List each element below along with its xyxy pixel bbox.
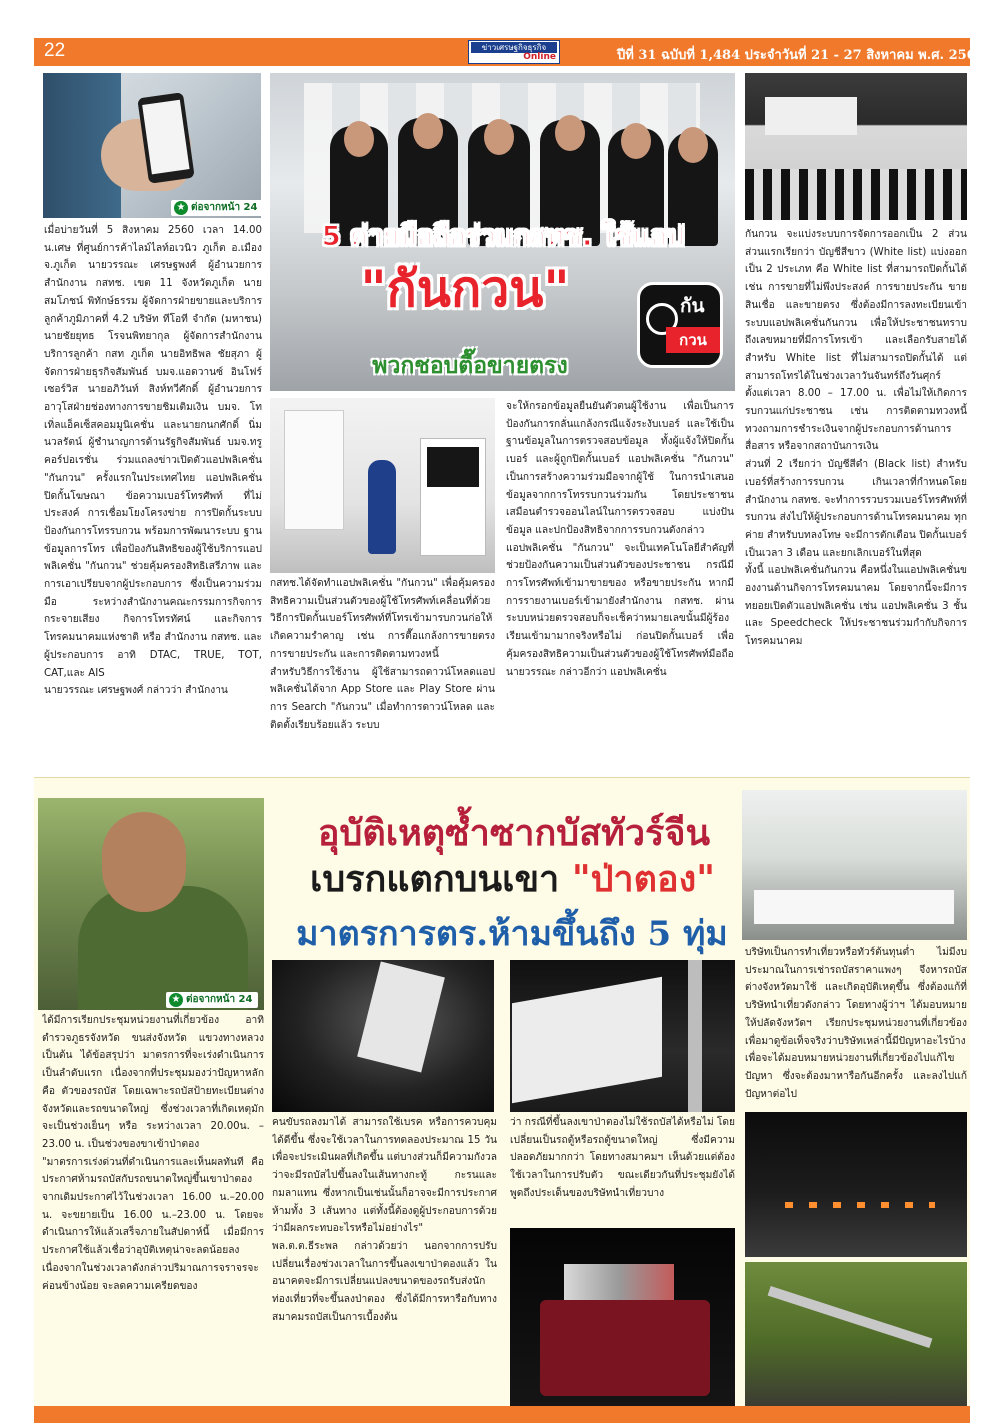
headline-story2-line2 (285, 850, 740, 907)
continued-from-page-badge (166, 992, 258, 1008)
page-number: 22 (44, 40, 66, 61)
photo-damaged-guardrail (745, 1262, 967, 1406)
headline-story2-place: "ป่าตอง" (571, 858, 715, 900)
story2-column-2: คนขับรถลงมาได้ สามารถใช้เบรค หรือการควบคุมได้ดีขึ้น ซึ่งจะใช้เวลาในการทดลองประมาณ 15 วัน เพื่อจะประเมินผลที่เกิดขึ้น แต่บางส่วนก็มีความกังวลว่าจะมีรถบัสไปขึ้นลงในเส้นทางกะทู้ กะรนและกมลาแทน ซึ่งหากเป็นเช่นนั้นก็อาจจะมีการประกาศห้ามทั้ง 3 เส้นทาง แต่ทั้งนี้ต้องดูผู้ประกอบการด้วยว่ามีผลกระทบอะไรหรือไม่อย่างไร" พล.ต.ต.ธีระพล กล่าวด้วยว่า นอกจากการปรับเปลี่ยนเรื่องช่วงเวลาในการขึ้นลงเขาป่าตองแล้ว ในอนาคตจะมีการเปลี่ยนแปลงขนาดของรถรับส่งนักท่องเที่ยวที่จะขึ้นลงป่าตอง ซึ่งได้มีการหารือกับทางสมาคมรถบัสเป็นการเบื้องต้น (272, 1117, 497, 1323)
continued-from-page-badge (171, 200, 263, 216)
headline-story2-line1: อุบัติเหตุซ้ำซากบัสทัวร์จีน (317, 812, 711, 854)
logo-online: Online (523, 52, 556, 62)
story2-column-3: ว่า กรณีที่ขึ้นลงเขาป่าตองไม่ใช้รถบัสได้หรือไม่ โดยเปลี่ยนเป็นรถตู้หรือรถตู้ขนาดใหญ่ ซึ่งมีความปลอดภัยมากกว่า โดยทางสมาคมฯ เห็นด้วยแต่ต้องใช้เวลาในการปรับตัว ขณะเดียวกันที่ประชุมยังได้พูดถึงประเด็นของบริษัทนำเที่ยวบาง (510, 1117, 735, 1199)
logo-title: ข่าวเศรษฐกิจธุรกิจ (471, 42, 557, 53)
photo-pickup-truck (510, 1228, 735, 1406)
headline-story1-line1: 5 ค่ายมือถือร่วมกสทช. ใช้แอป (321, 221, 685, 252)
story1-column-4: กันกวน จะแบ่งระบบการจัดการออกเป็น 2 ส่วน ส่วนแรกเรียกว่า บัญชีสีขาว (White list) แบ่งออกเป็น 2 ประเภท คือ White list ที่สามารถปิดกั้นได้ เช่น การขายที่ไม่พึงประสงค์ การขายประกัน ขายสินเชื่อ และขายตรง ซึ่งต้องมีการลงทะเบียนเข้าระบบแอปพลิเคชั่นกันกวน เพื่อให้ประชาชนทราบถึงเลขหมายที่มีการโทรเข้า และเลือกรับสายได้ สำหรับ White list ที่ไม่สามารถปิดกั้นได้ แต่สามารถโทรได้ในช่วงเวลาวันจันทร์ถึงวันศุกร์ ตั้งแต่เวลา 8.00 – 17.00 น. เพื่อไม่ให้เกิดการรบกวนแก่ประชาชน เช่น การติดตามทวงหนี้ ทวงถามการชำระเงินจากผู้ประกอบการด้านการสื่อสาร หรือจากสถาบันการเงิน ส่วนที่ 2 เรียกว่า บัญชีสีดำ (Black list) สำหรับเบอร์ที่สร้างการรบกวน เกินเวลาที่กำหนดโดยสำนักงาน กสทช. จะทำการรวบรวมเบอร์โทรศัพท์ที่รบกวน ส่งไปให้ผู้ประกอบการด้านโทรคมนาคม ทุกค่าย สำหรับบทลงโทษ จะมีการตักเตือน ปิดกั้นเบอร์เป็นเวลา 3 เดือน และยกเลิกเบอร์ในที่สุด ทั้งนี้ แอปพลิเคชั่นกันกวน คือหนึ่งในแอปพลิเคชั่นของงานด้านกิจการโทรคมนาคม โดยจากนี้จะมีการทยอยเปิดตัวแอปพลิเคชั่น เช่น แอปพลิเคชั่น 3 ชั้น และ Speedcheck ให้ประชาชนร่วมกำกับกิจการโทรคมนาคม (745, 229, 967, 648)
issue-info: ปีที่ 31 ฉบับที่ 1,484 ประจำวันที่ 21 - 27 สิงหาคม พ.ศ. 2560 (617, 48, 985, 63)
story1-column-1: เมื่อบ่ายวันที่ 5 สิงหาคม 2560 เวลา 14.00 น.เศษ ที่ศูนย์การค้าไลม์ไลท์อเวนิว ภูเก็ต อ.เมือง จ.ภูเก็ต นายวรรณะ เศรษฐพงศ์ ผู้อำนวยการสำนักงาน กสทช. เขต 11 จังหวัดภูเก็ต นายสมโภชน์ พิทักษ์ธรรม ผู้จัดการฝ่ายขายและบริการลูกค้าภูมิภาคที่ 4.2 บริษัท ทีโอที จำกัด (มหาชน) นายชัยยุทธ โรจนพิทยากุล ผู้จัดการสำนักงานบริการลูกค้า กสท ภูเก็ต นายอิทธิพล ชัยสุภา ผู้จัดการฝ่ายธุรกิจสัมพันธ์ บมจ.แอดวานซ์ อินโฟร์ เซอร์วิส นายอภิวันท์ สิงห์ทวีศักดิ์ ผู้อำนวยการอาวุโสฝ่ายช่องทางการขายชิมเติมเงิน บมจ. โทเทิ่ลแอ็คเซ็สคอมมูนิเคชั่น และนายกนกศักดิ์ นิ่มนวลรัตน์ ผู้ชำนาญการด้านรัฐกิจสัมพันธ์ บมจ.ทรู คอร์ปอเรชั่น ร่วมแถลงข่าวเปิดตัวแอปพลิเคชั่น "กันกวน" ครั้งแรกในประเทศไทย แอปพลิเคชั่น ปิดกั้นโฆษณา ข้อความเบอร์โทรศัพท์ ที่ไม่ประสงค์ การเชื่อมโยงโครงข่าย การปิดกั้นระบบป้องกันการโทรรบกวน พร้อมการพัฒนาระบบ ฐานข้อมูลการโทร เพื่อป้องกันสิทธิของผู้ใช้บริการแอปพลิเคชั่น "กันกวน" ช่วยคุ้มครองสิทธิเสรีภาพ และการเอาเปรียบจากผู้ประกอบการ ซึ่งเป็นความร่วมมือ ระหว่างสำนักงานคณะกรรมการกิจการกระจายเสียง กิจการโทรทัศน์ และกิจการโทรคมนาคมแห่งชาติ หรือ สำนักงาน กสทช. และผู้ประกอบการ อาทิ DTAC, TRUE, TOT, CAT,และ AIS นายวรรณะ เศรษฐพงศ์ กล่าวว่า สำนักงาน (44, 225, 262, 697)
story1-column-2: กสทช.ได้จัดทำแอปพลิเคชั่น "กันกวน" เพื่อคุ้มครองสิทธิความเป็นส่วนตัวของผู้ใช้โทรศัพท์เคลื่อนที่ด้วยวิธีการปิดกั้นเบอร์โทรศัพท์ที่โทรเข้ามารบกวนก่อให้เกิดความรำคาญ เช่น การตื๊อแกล้งการขายตรง การขายประกัน และการติดตามทวงหนี้ สำหรับวิธีการใช้งาน ผู้ใช้สามารถดาวน์โหลดแอปพลิเคชั่นได้จาก App Store และ Play Store ผ่านการ Search "กันกวน" เมื่อทำการดาวน์โหลด และติดตั้งเรียบร้อยแล้ว ระบบ (270, 578, 495, 731)
app-icon-word-bottom: กวน (666, 327, 720, 353)
photo-bus-roadside (510, 960, 735, 1112)
footer-band (34, 1406, 970, 1423)
continued-text: ต่อจากหน้า 24 (186, 994, 253, 1005)
continued-text: ต่อจากหน้า 24 (191, 202, 258, 213)
headline-story2-line2-text: เบรกแตกบนเขา (310, 858, 572, 900)
app-icon-word-top: กัน (680, 295, 705, 317)
photo-hand-holding-phone (43, 73, 261, 218)
photo-crashed-bus-night (272, 960, 494, 1112)
photo-exhibition-booth (270, 398, 495, 573)
star-icon: ★ (169, 993, 183, 1007)
photo-road-accident-night (745, 1112, 967, 1257)
story2-column-4: บริษัทเป็นการทำเที่ยวหรือทัวร์ต้นทุนต่ำ ไม่มีงบประมาณในการเช่ารถบัสราคาแพงๆ จึงหารถบัสต่างจังหวัดมาใช้ และเกิดอุบัติเหตุขึ้น ซึ่งต้องแก้ที่บริษัทนำเที่ยวดังกล่าว โดยทางผู้ว่าฯ ได้มอบหมายให้ปลัดจังหวัดฯ เรียกประชุมหน่วยงานที่เกี่ยวข้อง เพื่อมาดูข้อเท็จจริงว่าบริษัทเหล่านี้มีปัญหาอะไรบ้าง เพื่อจะได้มอบหมายหน่วยงานที่เกี่ยวข้องไปแก้ไขปัญหา ซึ่งจะต้องมาหารือกันอีกครั้ง และลงไปแก้ปัญหาต่อไป (745, 947, 967, 1100)
photo-police-officer (38, 798, 264, 1010)
kankuan-app-icon (637, 282, 723, 368)
newspaper-logo (468, 40, 560, 64)
story1-column-3: จะให้กรอกข้อมูลยืนยันตัวตนผู้ใช้งาน เพื่อเป็นการป้องกันการกลั่นแกล้งกรณีแจ้งระงับเบอร์ และใช้เป็นฐานข้อมูลในการตรวจสอบข้อมูล ทั้งผู้แจ้งให้ปิดกั้นเบอร์ และผู้ถูกปิดกั้นเบอร์ แอปพลิเคชั่น "กันกวน" เป็นการสร้างความร่วมมือจากผู้ใช้ ในการนำเสนอข้อมูลจากการโทรรบกวนร่วมกัน โดยประชาชนเสมือนตำรวจออนไลน์ในการตรวจสอบ แบ่งปันข้อมูล และปกป้องสิทธิจากการรบกวนดังกล่าว แอปพลิเคชั่น "กันกวน" จะเป็นเทคโนโลยีสำคัญที่ช่วยป้องกันความเป็นส่วนตัวของประชาชน กรณีมีการโทรศัพท์เข้ามาขายของ หรือขายประกัน หากมีการรายงานเบอร์เข้ามายังสำนักงาน กสทช. ผ่านระบบหน่วยตรวจสอบก็จะเช็คว่าหมายเลขนั้นมีผู้ร้องเรียนเข้ามามากจริงหรือไม่ ก่อนปิดกั้นเบอร์ เพื่อคุ้มครองสิทธิความเป็นส่วนตัวของผู้ใช้โทรศัพท์มือถือ นายวรรณะ กล่าวอีกว่า แอปพลิเคชั่น (506, 401, 734, 678)
headline-story1-app-name: "กันกวน" (360, 259, 570, 318)
photo-meeting-table (742, 790, 967, 940)
story2-column-1: ได้มีการเรียกประชุมหน่วยงานที่เกี่ยวข้อง อาทิ ตำรวจภูธรจังหวัด ขนส่งจังหวัด แขวงทางหลวง เป็นต้น ได้ข้อสรุปว่า มาตรการที่จะเร่งดำเนินการเป็นลำดับแรก เนื่องจากที่ประชุมมองว่าปัญหาหลักคือ ตัวของรถบัส โดยเฉพาะรถบัสป้ายทะเบียนต่างจังหวัดและรถขนาดใหญ่ ซึ่งช่วงเวลาที่เกิดเหตุมักจะเป็นช่วงเย็นๆ หรือ ระหว่างเวลา 20.00น. – 23.00 น. เป็นช่วงของขาเข้าป่าตอง "มาตรการเร่งด่วนที่ดำเนินการและเห็นผลทันที คือ ประกาศห้ามรถบัสกับรถขนาดใหญ่ขึ้นเขาป่าตอง จากเดิมประกาศไว้ในช่วงเวลา 16.00 น.–20.00 น. จะขยายเป็น 16.00 น.–23.00 น. โดยจะดำเนินการให้แล้วเสร็จภายในสัปดาห์นี้ เมื่อมีการประกาศใช้แล้วเชื่อว่าอุบัติเหตุน่าจะลดน้อยลง เนื่องจากในช่วงเวลาดังกล่าวปริมาณการจราจรจะค่อนข้างน้อย จะลดความเครียดของ (42, 1015, 264, 1292)
headline-story1-line3: พวกชอบตื๊อขายตรง (372, 353, 568, 379)
photo-seminar-audience (745, 73, 967, 220)
headline-story2-line3: มาตรการตร.ห้ามขึ้นถึง 5 ทุ่ม (296, 914, 728, 954)
star-icon: ★ (174, 201, 188, 215)
